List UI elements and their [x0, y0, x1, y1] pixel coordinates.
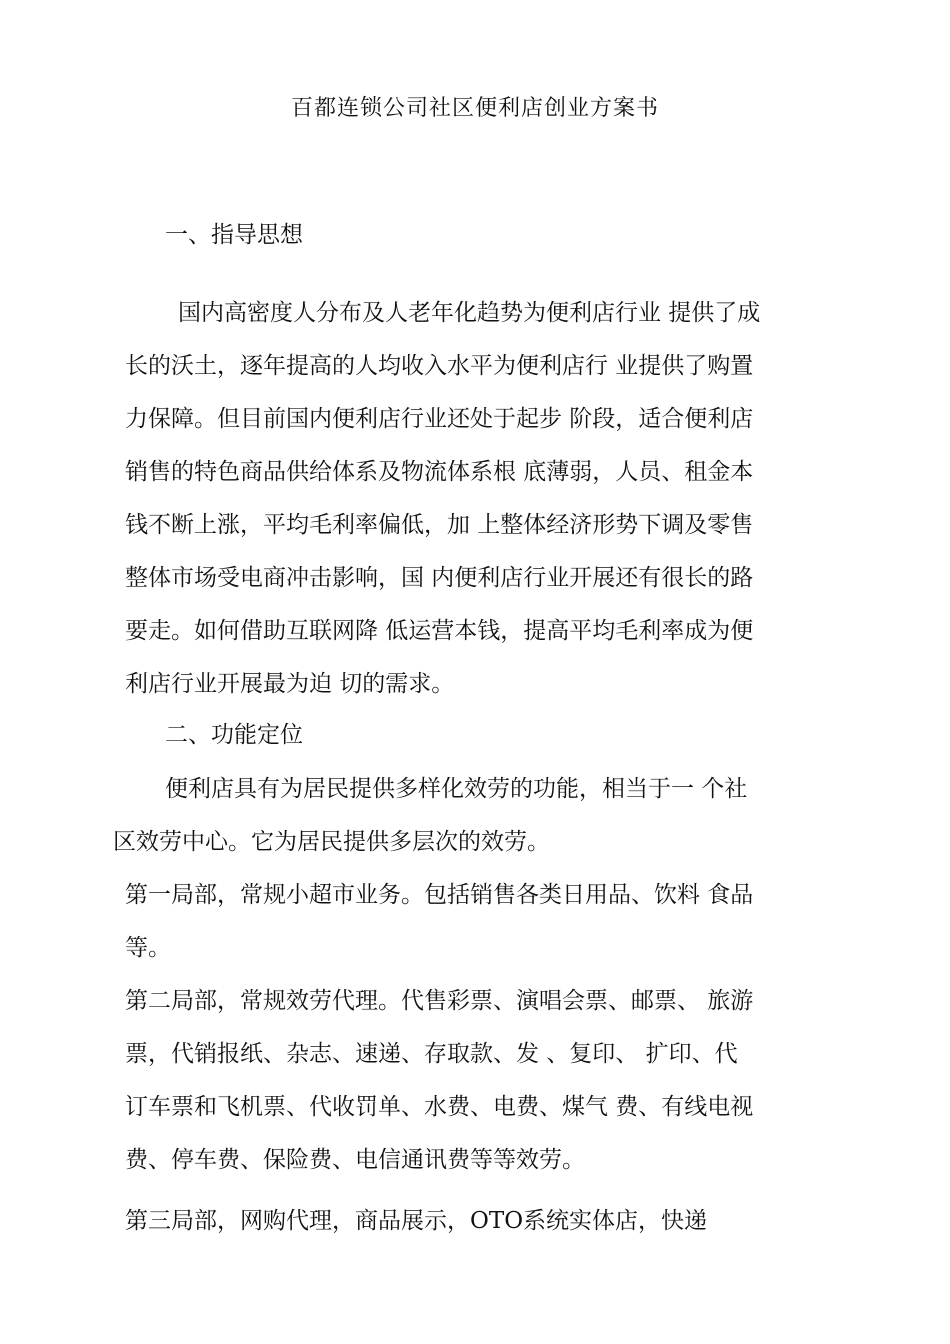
paragraph-line: 第二局部，常规效劳代理。代售彩票、演唱会票、邮票、 旅游	[125, 988, 754, 1014]
paragraph-line: 订车票和飞机票、代收罚单、水费、电费、煤气 费、有线电视	[125, 1094, 754, 1120]
paragraph-line: 第一局部，常规小超市业务。包括销售各类日用品、饮料 食品	[125, 882, 754, 908]
paragraph-line: 等。	[125, 935, 171, 961]
paragraph-line: 第三局部，网购代理，商品展示，OTO系统实体店，快递	[125, 1208, 708, 1234]
section-heading-function-positioning: 二、功能定位	[165, 722, 303, 748]
paragraph-line: 整体市场受电商冲击影响，国 内便利店行业开展还有很长的路	[125, 565, 754, 591]
document-title: 百都连锁公司社区便利店创业方案书	[290, 96, 659, 121]
paragraph-line: 钱不断上涨，平均毛利率偏低，加 上整体经济形势下调及零售	[125, 512, 754, 538]
paragraph-line: 力保障。但目前国内便利店行业还处于起步 阶段，适合便利店	[125, 406, 754, 432]
paragraph-line: 费、停车费、保险费、电信通讯费等等效劳。	[125, 1147, 585, 1173]
section-heading-guiding-ideology: 一、指导思想	[165, 222, 303, 248]
paragraph-line: 长的沃土，逐年提高的人均收入水平为便利店行 业提供了购置	[125, 353, 754, 379]
paragraph-line: 要走。如何借助互联网降 低运营本钱，提高平均毛利率成为便	[125, 618, 754, 644]
paragraph-line: 票，代销报纸、杂志、速递、存取款、发 、复印、 扩印、代	[125, 1041, 738, 1067]
paragraph-line: 利店行业开展最为迫 切的需求。	[125, 671, 455, 697]
paragraph-line: 区效劳中心。它为居民提供多层次的效劳。	[113, 829, 550, 855]
paragraph-line: 便利店具有为居民提供多样化效劳的功能，相当于一 个社	[165, 776, 748, 802]
paragraph-line: 销售的特色商品供给体系及物流体系根 底薄弱，人员、租金本	[125, 459, 754, 485]
paragraph-line: 国内高密度人分布及人老年化趋势为便利店行业 提供了成	[178, 300, 761, 326]
